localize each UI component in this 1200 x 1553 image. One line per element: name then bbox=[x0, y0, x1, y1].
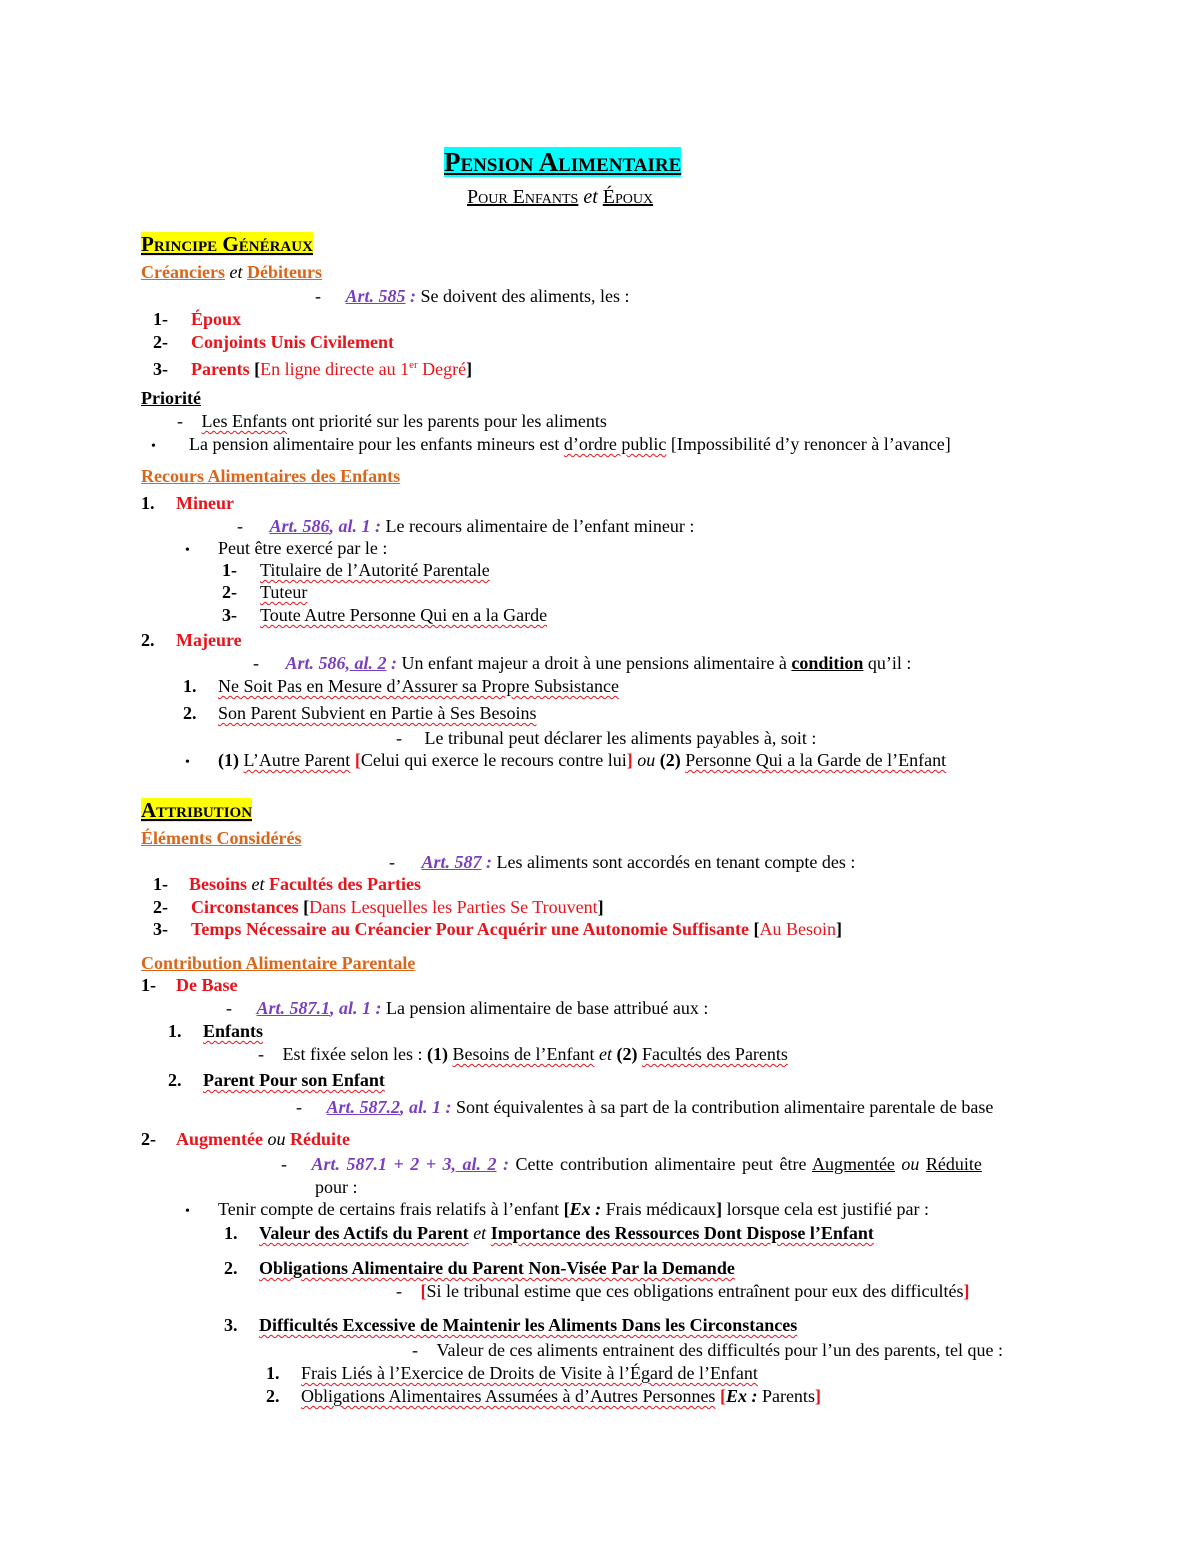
list-number: 3- bbox=[222, 605, 237, 625]
article-ref: Art. 586 bbox=[285, 653, 346, 673]
subtitle-et: et bbox=[583, 186, 598, 208]
aug-sub-item-2 bbox=[266, 1385, 821, 1407]
dash: - bbox=[389, 852, 395, 872]
ou-word: ou bbox=[901, 1154, 920, 1174]
art-5872-al1-line bbox=[296, 1096, 993, 1118]
subtitle-part-b: Époux bbox=[602, 186, 654, 208]
art-587-line bbox=[389, 851, 855, 873]
recours-majeure bbox=[141, 629, 242, 651]
tribunal-text: Le tribunal peut déclarer les aliments payables à, soit : bbox=[424, 728, 817, 748]
paren-2: (2) bbox=[616, 1044, 638, 1064]
list-number: 3. bbox=[224, 1315, 238, 1335]
list-note: En ligne directe au 1 bbox=[260, 359, 410, 379]
article-colon: : bbox=[481, 852, 493, 872]
aug-item-3 bbox=[224, 1314, 797, 1336]
article-text: Les aliments sont accordés en tenant compte des : bbox=[492, 852, 856, 872]
besoins-enfant: Besoins de l’Enfant bbox=[452, 1044, 595, 1064]
subheading-et: et bbox=[229, 262, 243, 282]
dash: - bbox=[281, 1154, 287, 1174]
parents-text: Parents bbox=[757, 1386, 815, 1406]
list-number: 1- bbox=[153, 874, 168, 894]
frais-text: Frais médicaux bbox=[601, 1199, 717, 1219]
list-number: 1. bbox=[141, 493, 155, 513]
list-number: 2. bbox=[141, 630, 155, 650]
mineur-item-3 bbox=[222, 604, 547, 626]
bracket-close: ] bbox=[597, 897, 604, 917]
ex-label: Ex : bbox=[725, 1386, 758, 1406]
list-number: 2. bbox=[224, 1258, 238, 1278]
dash: - bbox=[177, 411, 183, 431]
article-colon: : bbox=[371, 998, 382, 1018]
item-a: Besoins bbox=[189, 874, 248, 894]
priorite-line-2 bbox=[151, 433, 951, 458]
bracket-open: [ bbox=[354, 750, 361, 770]
list-number: 2. bbox=[266, 1386, 280, 1406]
section-heading-text: Principe Généraux bbox=[141, 232, 313, 256]
list-number: 1. bbox=[224, 1223, 238, 1243]
list-number: 1. bbox=[266, 1363, 280, 1383]
art-5871-al1-line bbox=[226, 997, 708, 1019]
list-number: 2. bbox=[183, 703, 197, 723]
subheading-elements: Éléments Considérés bbox=[141, 828, 302, 848]
aug-item-3-note bbox=[412, 1339, 1003, 1361]
list-label: Époux bbox=[191, 309, 242, 329]
aug-item-2 bbox=[224, 1257, 735, 1279]
item-b: Importance des Ressources Dont Dispose l’Enfant bbox=[490, 1223, 874, 1243]
tenir-text: Tenir compte de certains frais relatifs à l’enfant bbox=[218, 1199, 564, 1219]
dash: - bbox=[226, 998, 232, 1018]
article-colon: : bbox=[386, 653, 398, 673]
item-a: Valeur des Actifs du Parent bbox=[259, 1223, 469, 1243]
list-label: Son Parent Subvient en Partie à Ses Besoins bbox=[218, 703, 537, 723]
article-ref: Art. 586 bbox=[269, 516, 330, 536]
aug-item-1 bbox=[224, 1222, 874, 1244]
page-title-text: Pension Alimentaire bbox=[444, 147, 682, 177]
list-number: 1- bbox=[141, 975, 156, 995]
dash: - bbox=[237, 516, 243, 536]
list-label: Mineur bbox=[176, 493, 234, 513]
tribunal-line bbox=[396, 727, 816, 749]
list-note-sup: er bbox=[409, 359, 418, 371]
facultes-parents: Facultés des Parents bbox=[641, 1044, 788, 1064]
item-a: Circonstances bbox=[191, 897, 299, 917]
et-word: et bbox=[473, 1223, 487, 1243]
celui-text: Celui qui exerce le recours contre lui bbox=[360, 750, 627, 770]
bracket-close: ] bbox=[814, 1386, 821, 1406]
aug-item-2-note bbox=[396, 1280, 970, 1302]
elements-item-2 bbox=[153, 896, 604, 918]
autre-parent: L’Autre Parent bbox=[243, 750, 351, 770]
list-label: Frais Liés à l’Exercice de Droits de Visite à l’Égard de l’Enfant bbox=[301, 1363, 758, 1383]
article-ref: Art. 587.2 bbox=[326, 1097, 401, 1117]
art-586-al2-line bbox=[253, 652, 911, 674]
list-label: Ne Soit Pas en Mesure d’Assurer sa Propre Subsistance bbox=[218, 676, 619, 696]
article-text: Le recours alimentaire de l’enfant mineur : bbox=[381, 516, 695, 536]
subheading-creanciers bbox=[141, 261, 322, 283]
majeure-bullet bbox=[185, 749, 946, 774]
bullet-icon: • bbox=[151, 439, 156, 454]
dash: - bbox=[258, 1044, 264, 1064]
priorite-text: ont priorité sur les parents pour les aliments bbox=[286, 411, 607, 431]
article-text: La pension alimentaire de base attribué aux : bbox=[381, 998, 709, 1018]
list-number: 2- bbox=[222, 582, 237, 602]
list-number: 1. bbox=[183, 676, 197, 696]
reduite-label: Réduite bbox=[289, 1129, 350, 1149]
list-item-parents bbox=[153, 354, 472, 380]
elements-item-1 bbox=[153, 873, 421, 895]
bullet-icon: • bbox=[185, 1204, 190, 1219]
tenir-text-2: lorsque cela est justifié par : bbox=[722, 1199, 929, 1219]
bracket-close: ] bbox=[835, 919, 842, 939]
item-note: Au Besoin bbox=[759, 919, 836, 939]
item-note: Valeur de ces aliments entrainent des difficultés pour l’un des parents, tel que : bbox=[436, 1340, 1003, 1360]
bracket-open: [ bbox=[719, 1386, 726, 1406]
item-a: Temps Nécessaire au Créancier Pour Acquérir une Autonomie Suffisante bbox=[191, 919, 749, 939]
priorite-enfants: Les Enfants bbox=[201, 411, 287, 431]
paren-1: (1) bbox=[426, 1044, 448, 1064]
aug-sub-item-1 bbox=[266, 1362, 758, 1384]
section-heading-principe bbox=[141, 230, 313, 258]
item-note: Si le tribunal estime que ces obligations entraînent pour eux des difficultés bbox=[426, 1281, 964, 1301]
page-title bbox=[444, 146, 681, 178]
article-colon: : bbox=[405, 286, 417, 306]
article-alinea: , al. 1 bbox=[400, 1097, 442, 1117]
item-b: Facultés des Parties bbox=[269, 874, 421, 894]
recours-mineur bbox=[141, 492, 234, 514]
personne-garde: Personne Qui a la Garde de l’Enfant bbox=[685, 750, 947, 770]
item-note: Dans Lesquelles les Parties Se Trouvent bbox=[309, 897, 598, 917]
section-heading-attribution bbox=[141, 796, 252, 824]
article-colon: : bbox=[370, 516, 382, 536]
enfants-besoins-line bbox=[258, 1043, 788, 1065]
article-ref: Art. 587.1 + 2 + 3 bbox=[311, 1154, 452, 1174]
list-number: 1- bbox=[222, 560, 237, 580]
base-parent bbox=[168, 1069, 385, 1091]
elements-item-3 bbox=[153, 918, 842, 940]
tenir-compte-bullet bbox=[185, 1198, 929, 1223]
list-number: 1. bbox=[168, 1021, 182, 1041]
subheading-part-a: Créanciers bbox=[141, 262, 225, 282]
article-alinea: , al. 2 bbox=[451, 1154, 497, 1174]
art-586-al1-line bbox=[237, 515, 694, 537]
mineur-item-2 bbox=[222, 581, 307, 603]
priorite-line-1 bbox=[177, 410, 607, 432]
bracket-open: [ bbox=[420, 1281, 427, 1301]
contrib-de-base bbox=[141, 974, 238, 996]
bullet-text: Peut être exercé par le : bbox=[218, 538, 388, 558]
list-number: 2- bbox=[153, 332, 168, 352]
article-text: Sont équivalentes à sa part de la contribution alimentaire parentale de base bbox=[451, 1097, 994, 1117]
bracket-open: [ bbox=[753, 919, 760, 939]
list-label: Parent Pour son Enfant bbox=[203, 1070, 385, 1090]
bracket-close: ] bbox=[716, 1199, 723, 1219]
list-item-epoux bbox=[153, 308, 241, 330]
list-label: Obligations Alimentaires Assumées à d’Autres Personnes bbox=[301, 1386, 716, 1406]
condition-word: condition bbox=[791, 653, 864, 673]
article-colon: : bbox=[441, 1097, 452, 1117]
dash: - bbox=[296, 1097, 302, 1117]
subheading-contribution: Contribution Alimentaire Parentale bbox=[141, 953, 416, 973]
article-ref: Art. 587 bbox=[421, 852, 482, 872]
bracket-open: [ bbox=[303, 897, 310, 917]
ou-word: ou bbox=[637, 750, 656, 770]
item-a: Obligations Alimentaire du Parent Non-Visée Par la Demande bbox=[259, 1258, 735, 1278]
base-enfants bbox=[168, 1020, 263, 1042]
article-alinea: , al. 2 bbox=[345, 653, 387, 673]
list-label: Majeure bbox=[176, 630, 242, 650]
article-text: Cette contribution alimentaire peut être bbox=[509, 1154, 812, 1174]
list-number: 1- bbox=[153, 309, 168, 329]
subtitle-part-a: Pour Enfants bbox=[467, 186, 579, 208]
dash: - bbox=[396, 1281, 402, 1301]
paren-1: (1) bbox=[218, 750, 239, 770]
majeure-item-2 bbox=[183, 702, 536, 724]
list-number: 2- bbox=[153, 897, 168, 917]
fixee-text: Est fixée selon les : bbox=[282, 1044, 427, 1064]
article-text-2: qu’il : bbox=[863, 653, 912, 673]
list-number: 3- bbox=[153, 359, 168, 379]
article-ref: Art. 585 bbox=[345, 286, 406, 306]
augmentee-word: Augmentée bbox=[811, 1154, 895, 1174]
art-585-line bbox=[315, 285, 629, 307]
list-label: Toute Autre Personne Qui en a la Garde bbox=[260, 605, 548, 625]
et-word: et bbox=[598, 1044, 612, 1064]
bracket-open: [ bbox=[254, 359, 261, 379]
list-label: Conjoints Unis Civilement bbox=[191, 332, 395, 352]
page-subtitle bbox=[467, 186, 653, 208]
article-alinea: , al. 1 bbox=[329, 516, 371, 536]
majeure-item-1 bbox=[183, 675, 619, 697]
item-a: Difficultés Excessive de Maintenir les Aliments Dans les Circonstances bbox=[259, 1315, 798, 1335]
paren-2: (2) bbox=[659, 750, 681, 770]
article-alinea: , al. 1 bbox=[330, 998, 372, 1018]
ex-label: Ex : bbox=[569, 1199, 602, 1219]
article-text: Se doivent des aliments, les : bbox=[416, 286, 630, 306]
dash: - bbox=[412, 1340, 418, 1360]
augmentee-label: Augmentée bbox=[176, 1129, 263, 1149]
bullet-icon: • bbox=[185, 755, 190, 770]
subheading-part-b: Débiteurs bbox=[246, 262, 322, 282]
priorite-text-c: [Impossibilité d’y renoncer à l’avance] bbox=[666, 434, 951, 454]
list-label: Enfants bbox=[203, 1021, 264, 1041]
subheading-priorite: Priorité bbox=[141, 388, 201, 408]
et-word: et bbox=[251, 874, 265, 894]
bracket-close: ] bbox=[963, 1281, 970, 1301]
priorite-text-a: La pension alimentaire pour les enfants mineurs est bbox=[189, 434, 564, 454]
pour-line: pour : bbox=[315, 1177, 358, 1197]
list-label: Tuteur bbox=[260, 582, 308, 602]
reduite-word: Réduite bbox=[925, 1154, 982, 1174]
list-label: Titulaire de l’Autorité Parentale bbox=[260, 560, 490, 580]
contrib-augmentee bbox=[141, 1128, 350, 1150]
dash: - bbox=[396, 728, 402, 748]
article-text: Un enfant majeur a droit à une pensions alimentaire à bbox=[397, 653, 792, 673]
bracket-open: [ bbox=[563, 1199, 570, 1219]
list-number: 3- bbox=[153, 919, 168, 939]
bracket-close: ] bbox=[626, 750, 633, 770]
mineur-item-1 bbox=[222, 559, 490, 581]
dash: - bbox=[315, 286, 321, 306]
list-label: Parents bbox=[191, 359, 250, 379]
ordre-public: d’ordre public bbox=[563, 434, 667, 454]
article-colon: : bbox=[496, 1154, 510, 1174]
list-number: 2. bbox=[168, 1070, 182, 1090]
dash: - bbox=[253, 653, 259, 673]
section-heading-text: Attribution bbox=[141, 798, 253, 822]
bracket-close: ] bbox=[466, 359, 473, 379]
bullet-icon: • bbox=[185, 543, 190, 558]
subheading-recours: Recours Alimentaires des Enfants bbox=[141, 466, 401, 486]
ou-word: ou bbox=[267, 1129, 286, 1149]
list-note-2: Degré bbox=[417, 359, 467, 379]
list-item-conjoints bbox=[153, 331, 394, 353]
art-5871-al2-line bbox=[281, 1153, 982, 1175]
article-ref: Art. 587.1 bbox=[256, 998, 331, 1018]
list-number: 2- bbox=[141, 1129, 156, 1149]
list-label: De Base bbox=[176, 975, 238, 995]
